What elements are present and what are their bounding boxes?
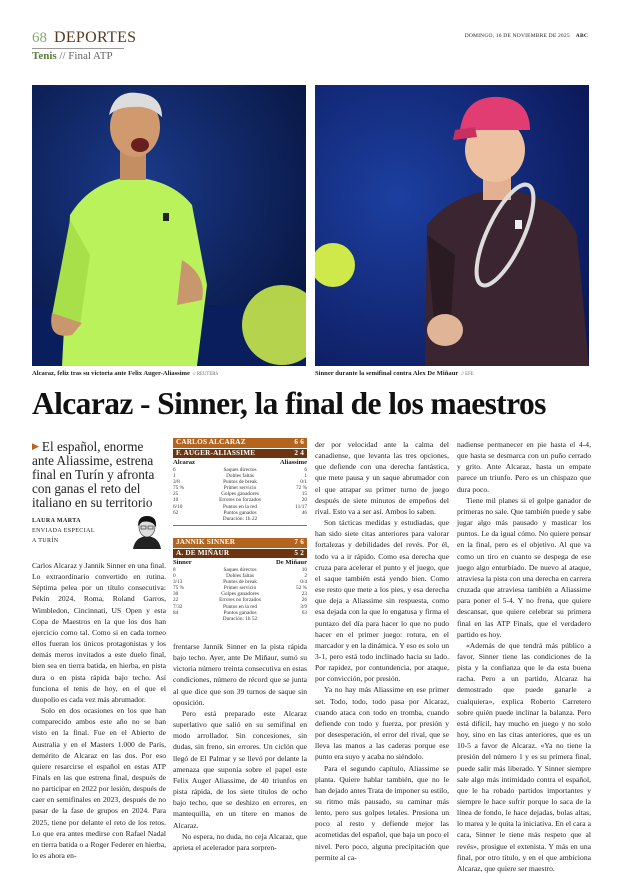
stat-value: 75 % <box>173 585 185 592</box>
stat-label: Puntos de break <box>223 579 257 586</box>
right-label: Aliassime <box>279 459 307 466</box>
stat-value: 26 <box>301 597 307 604</box>
stat-value: 23 <box>301 591 307 598</box>
stat-value: 84 <box>173 609 179 616</box>
section-title: DEPORTES <box>54 29 137 46</box>
paragraph: Son tácticas medidas y estudiadas, que han sido siete citas anteriores para valorar fortalezas y debilidades del revés. Por él, todo va a ir rápido. Como esa derecha que cruza para acelerar el punto y el juego, que el saque también está yendo bien. Como ese resto que mete a los pies, y esa derecha que deja a Aliassime sin respuesta, como esa dejada con la que lo engatusa y firma el puntazo del día para hacer lo que no pudo hacer en el primer juego: rotura, en el marcador y en la dinámica. Y eso es solo un 3-1, pero está todo inclinado hacia su lado. Por rapidez, por contundencia, por ataque, por convicción, por presión. <box>315 518 449 684</box>
stat-value: 52 % <box>295 585 307 592</box>
photo-caption <box>32 370 218 377</box>
header-rule <box>32 48 124 49</box>
stats-header <box>173 459 307 467</box>
stat-label: Puntos en la red <box>223 503 257 510</box>
paragraph: No espera, no duda, no ceja Alcaraz, que aprieta el acelerador para sorpren- <box>173 831 307 852</box>
author-place: A TURÍN <box>32 538 59 544</box>
page-number: 68 <box>32 30 47 46</box>
stat-value: 7/32 <box>173 603 183 610</box>
stat-value: 0 <box>173 573 176 580</box>
stat-label: Puntos en la red <box>223 603 257 610</box>
player-name: A. DE MIÑAUR <box>176 548 230 557</box>
stat-value: 3/13 <box>173 579 183 586</box>
photo-credit: // EFE <box>461 372 474 377</box>
kicker <box>32 50 113 62</box>
author-name: LAURA MARTA <box>32 518 81 524</box>
left-label: Sinner <box>173 559 192 566</box>
player-name: JANNIK SINNER <box>176 538 236 546</box>
stat-label: Puntos ganados <box>223 609 257 616</box>
stat-label: Golpes ganadores <box>221 491 259 498</box>
stats-header <box>173 559 307 567</box>
stat-label: Primer servicio <box>223 585 257 592</box>
paragraph: Tiene mil planes si el golpe ganador de primeras no sale. Que también puede y sabe jugar algo más pausado y masticar los puntos. Le da igual cómo. No quiere pensar en la final, pero es el objetivo. Al que va como un tiro en cuanto se despega de ese juego algo enturbiado. De nuevo al ataque, atraviesa la pista con una derecha en carrera cruzada que atraviesa también a Aliassime para poner el 5-4. Y no frena, que quiere descansar, que quiere celebrar su primera final en las ATP Finals, que el verdadero partido es hoy. <box>457 495 591 639</box>
stat-value: 62 <box>173 509 179 516</box>
match-duration: Duración: 1h 52 <box>222 615 258 622</box>
stat-value: 15 <box>301 491 307 498</box>
stat-value: 10 <box>173 497 179 504</box>
stat-label: Errores no forzados <box>219 497 261 504</box>
stats-box-alcaraz-aliassime <box>173 438 307 526</box>
stat-value: 1 <box>304 473 307 480</box>
stat-label: Dobles faltas <box>226 573 254 580</box>
paragraph: Para el segundo capítulo, Aliassime se planta. Quiere hablar también, que no le han dejado antes Trata de imponer su estilo, su ritmo más pausado, su caminar más lento, pero sus golpes letales. Presiona un poco al resto y defiende mejor las acometidas del español, que baja un poco el nivel. Pero poco, alguna precipitación que permite al ca- <box>315 763 449 862</box>
stat-value: 11/17 <box>295 503 307 510</box>
paragraph: Ya no hay más Aliassime en ese primer set. Todo, todo, todo pasa por Alcaraz, cuando ataca con todo en tromba, cuando defiende con todo y fuerza, por presión y por desesperación, el error del rival, que se lleva las manos a las caderas porque ese punto era suyo y acaba no siéndolo. <box>315 685 449 762</box>
caption-text: Alcaraz, feliz tras su victoria ante Felix Auger-Aliassime <box>32 370 190 377</box>
right-label: De Miñaur <box>276 559 307 566</box>
loser-bar <box>173 549 307 559</box>
author-role: ENVIADA ESPECIAL <box>32 528 95 534</box>
stat-value: 22 <box>173 597 179 604</box>
player-score: 2 4 <box>294 448 304 457</box>
stat-label: Puntos de break <box>223 479 257 486</box>
stat-value: 3/9 <box>300 603 307 610</box>
paragraph: nadiense permanecer en pie hasta el 4-4, que hasta se desmarca con un puño cerrado y grito. Ante Alcaraz, hasta un empate parece un triunfo. Pero es un chispazo que dura poco. <box>457 440 591 494</box>
kicker-separator: // <box>56 50 69 62</box>
author-photo <box>130 513 164 549</box>
stat-label: Golpes ganadores <box>221 591 259 598</box>
stat-value: 25 <box>173 491 179 498</box>
date: DOMINGO, 16 DE NOVIEMBRE DE 2025 <box>464 33 570 39</box>
masthead: ABC <box>575 33 588 39</box>
stat-value: 63 <box>301 609 307 616</box>
stat-label: Saques directos <box>223 467 257 473</box>
stats-row <box>173 510 307 516</box>
kicker-sub: Final ATP <box>68 50 113 62</box>
body-column-4 <box>457 439 591 874</box>
lead-text: El español, enorme ante Aliassime, estrena final en Turín y afronta con ganas el reto del italiano en su territorio <box>32 439 155 510</box>
stats-box-sinner-deminaur <box>173 538 307 622</box>
body-column-2 <box>173 641 307 853</box>
stat-value: 10 <box>301 567 307 573</box>
stat-value: 72 % <box>295 485 307 492</box>
player-score: 5 2 <box>294 548 304 557</box>
stats-rule <box>173 525 307 526</box>
stat-value: 6/10 <box>173 503 183 510</box>
player-score: 6 6 <box>294 438 304 446</box>
left-label: Alcaraz <box>173 459 195 466</box>
stat-value: 8 <box>173 567 176 573</box>
loser-bar <box>173 449 307 459</box>
body-column-3 <box>315 439 449 863</box>
stat-value: 30 <box>173 591 179 598</box>
triangle-bullet-icon: ▶ <box>32 441 39 451</box>
paragraph: «Además de que tendrá más público a favor, Sinner tiene las condiciones de la pista y la confianza que le da esta buena racha. Pero a un partido, Alcaraz ha demostrado que puede ganarle a cualquiera», explica Roberto Carretero sobre quién puede inclinar la balanza. Pero está difícil, hay mucho en juego y no solo hoy, sino en las citas anteriores, que es un 10-5 a favor de Alcaraz. «Ya no tiene la presión del número 1 y es su primera final, puede salir más liberado. Y Sinner siempre sale algo más intimidado contra el español, que le ha robado partidos importantes y siempre le hace sufrir porque lo saca de la línea de fondo, le hace dejadas, bolas altas, lo marea y le quita la iniciativa. En el cara a cara, Sinner le tiene más respeto que al revés», prosigue el extenista. Y más en una final, por otro título, y en el que ambiciona Alcaraz, que quiere ser maestro. <box>457 640 591 873</box>
lead <box>32 439 168 510</box>
stat-value: 3/8 <box>173 479 180 486</box>
stat-label: Puntos ganados <box>223 509 257 516</box>
stat-value: 6 <box>173 467 176 473</box>
stat-value: 0/4 <box>300 579 307 586</box>
photo-caption <box>315 370 474 377</box>
body-column-1 <box>32 560 166 861</box>
stat-value: 0/1 <box>300 479 307 486</box>
stat-label: Dobles faltas <box>226 473 254 480</box>
paragraph: Solo en dos ocasiones en los que han comparecido ambos este año no se han visto en la final. Fue en el Abierto de Australia y en el Masters 1.000 de París, demérito de Alcaraz en las dos. Por eso quiere resarcirse el español en estas ATP Finals en las que estrena final, después de no participar en 2022 por lesión, después de caer en semifinales en 2023, después de no pasar de la fase de grupos en 2024. Para 2025, tiene por delante el reto de los retos. Lo que era antes medirse con Rafael Nadal en tierra batida o a Roger Federer en hierba, lo es ahora en- <box>32 706 166 861</box>
paragraph: der por velocidad ante la calma del canadiense, que levanta las tres opciones, que defiende con una derecha fantástica, que mete pausa y un saque abrumador con el que atrapar su primer turno de juego después de siete minutos de empeños del rival. Esto va a ser así. Ambos lo saben. <box>315 440 449 516</box>
paragraph: frentarse Jannik Sinner en la pista rápida bajo techo. Ayer, ante De Miñaur, sumó su victoria número treinta consecutiva en estas condiciones, número de récord que se junta al que dice que son 39 turnos de saque sin oposición. <box>173 642 307 707</box>
stat-value: 20 <box>301 497 307 504</box>
photo-alcaraz <box>32 85 306 366</box>
headline: Alcaraz - Sinner, la final de los maestros <box>32 386 546 421</box>
byline <box>32 516 132 546</box>
paragraph: Carlos Alcaraz y Jannik Sinner en una final. Lo extraordinario convertido en rutina. Séptima pelea por un título consecutiva: Pekín 2024, Roma, Roland Garros, Wimbledon, Cincinnati, US Open y esta Copa de Maestros en la que los dos han ejercicio como tal. Como si en cada torneo ellos fueran los únicos protagonistas y los demás meros invitados a este duelo final, bien sea en tierra batida, en hierba, en pista dura o en pista rápida bajo techo. Así funciona el tenis de hoy, en el que el duopolio es cada vez más abrumador. <box>32 561 166 704</box>
stat-value: 1 <box>173 473 176 480</box>
paragraph: Pero está preparado este Alcaraz superlativo que salió en su semifinal en modo arrollador. Sin concesiones, sin dudas, sin freno, sin errores. Un ciclón que llegó de El Palmar y se llevó por delante la amenaza que suponía sobre el papel este Felix Auger Aliassime, de 40 triunfos en pista rápida, de los siete títulos de ocho bajo techo, que se deshizo en errores, en mantequilla, en un títere en manos de Alcaraz. <box>173 708 307 830</box>
winner-bar <box>173 438 307 448</box>
stat-label: Primer servicio <box>223 485 257 492</box>
player-name: CARLOS ALCARAZ <box>176 438 246 446</box>
stat-value: 46 <box>301 509 307 516</box>
player-name: F. AUGER-ALIASSIME <box>176 448 256 457</box>
photo-credit: // REUTERS <box>192 372 219 377</box>
stats-row <box>173 610 307 616</box>
kicker-main: Tenis <box>32 50 57 62</box>
stat-label: Saques directos <box>223 567 257 573</box>
caption-text: Sinner durante la semifinal contra Alex De Miñaur <box>315 370 459 377</box>
player-score: 7 6 <box>294 538 304 546</box>
dateline <box>465 33 588 39</box>
photo-sinner <box>315 85 589 366</box>
stat-label: Errores no forzados <box>219 597 261 604</box>
winner-bar <box>173 538 307 548</box>
stat-value: 75 % <box>173 485 185 492</box>
stat-value: 2 <box>304 573 307 580</box>
stat-value: 6 <box>304 467 307 473</box>
match-duration: Duración: 1h 22 <box>222 515 258 522</box>
